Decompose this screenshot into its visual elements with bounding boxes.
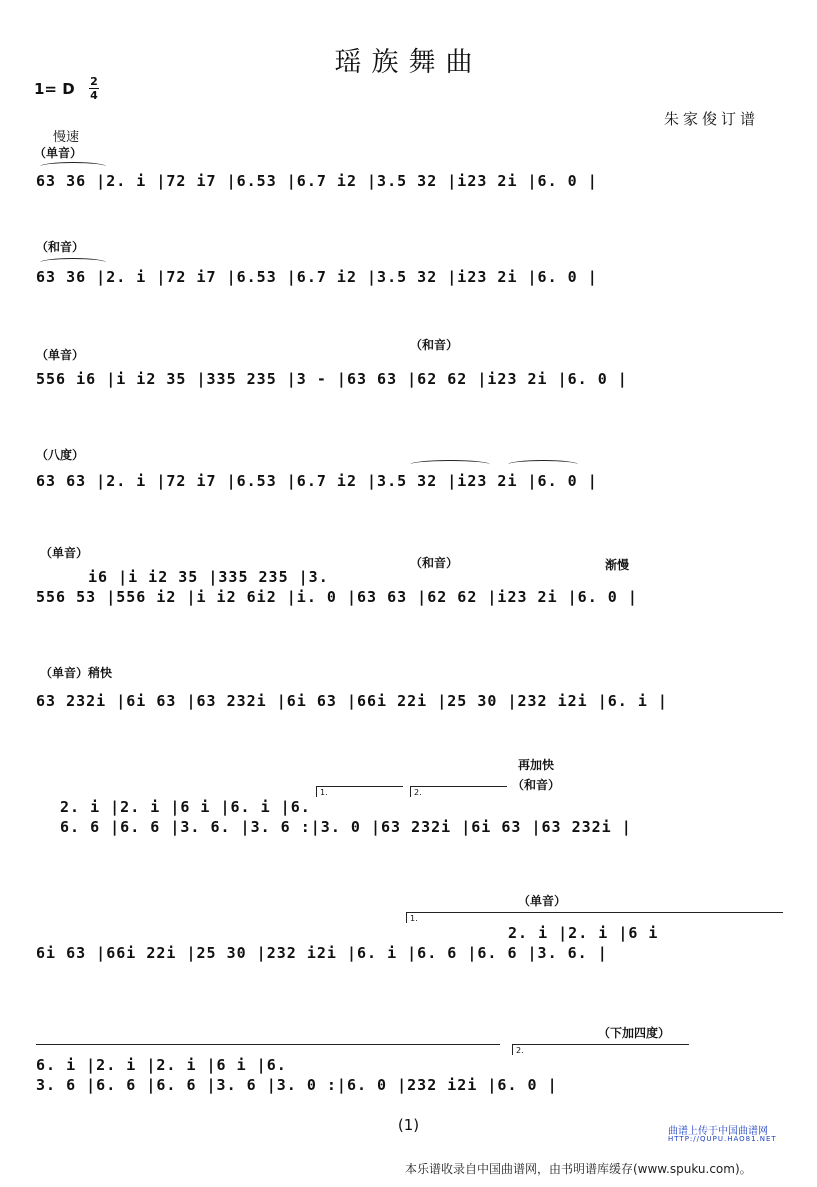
row-label: （和音） [410, 338, 459, 352]
second-ending-label: 2. [516, 1046, 524, 1055]
arranger-credit: 朱家俊订谱 [664, 110, 760, 128]
tempo-change: 再加快 [518, 758, 555, 772]
notation-line: 63 63 |2. i |72 i7 |6.53 |6.7 i2 |3.5 32 |i23 2i |6. 0 | [36, 472, 598, 490]
notation-line: 3. 6 |6. 6 |6. 6 |3. 6 |3. 0 :|6. 0 |232 i2i |6. 0 | [36, 1076, 558, 1094]
footer-note: 本乐谱收录自中国曲谱网，由书明谱库缓存(www.spuku.com)。 [405, 1162, 752, 1176]
row-label: （八度） [36, 448, 85, 462]
row-label: （下加四度） [598, 1026, 671, 1040]
upper-voice-line: 2. i |2. i |6 i [508, 924, 659, 942]
notation-line: 6i 63 |66i 22i |25 30 |232 i2i |6. i |6. 6 |6. 6 |3. 6. | [36, 944, 608, 962]
row-label: （单音） [518, 894, 567, 908]
row-label: （和音） [512, 778, 561, 792]
second-ending-bracket [410, 786, 507, 797]
second-ending-bracket [512, 1044, 689, 1055]
row-label: （和音） [410, 556, 459, 570]
first-ending-label: 1. [410, 914, 418, 923]
watermark-url: HTTP://QUPU.HAO81.NET [668, 1135, 777, 1143]
first-ending-label: 1. [320, 788, 328, 797]
notation-line: 556 53 |556 i2 |i i2 6i2 |i. 0 |63 63 |62 62 |i23 2i |6. 0 | [36, 588, 638, 606]
row-label: （单音） [36, 348, 85, 362]
time-signature-bottom: 4 [90, 89, 98, 102]
time-signature-top: 2 [90, 75, 98, 88]
watermark-text: 曲谱上传于中国曲谱网 [668, 1126, 768, 1137]
row-label: （和音） [36, 240, 85, 254]
tempo-marking: 慢速 [53, 130, 80, 145]
row-label: （单音） [34, 146, 83, 160]
first-ending-continuation [36, 1044, 500, 1055]
first-ending-bracket [406, 912, 783, 923]
time-signature [89, 76, 99, 101]
upper-voice-line: i6 |i i2 35 |335 235 |3. [88, 568, 329, 586]
notation-line: 556 i6 |i i2 35 |335 235 |3 - |63 63 |62 62 |i23 2i |6. 0 | [36, 370, 628, 388]
key-signature: 1= D [34, 80, 75, 98]
first-ending-bracket [316, 786, 403, 797]
second-ending-label: 2. [414, 788, 422, 797]
row-label: （单音）稍快 [40, 666, 113, 680]
notation-line: 63 232i |6i 63 |63 232i |6i 63 |66i 22i |25 30 |232 i2i |6. i | [36, 692, 668, 710]
notation-line: 6. 6 |6. 6 |3. 6. |3. 6 :|3. 0 |63 232i |6i 63 |63 232i | [60, 818, 632, 836]
notation-line: 63 36 |2. i |72 i7 |6.53 |6.7 i2 |3.5 32 |i23 2i |6. 0 | [36, 172, 598, 190]
page-title: 瑶族舞曲 [334, 47, 483, 78]
row-label: （单音） [40, 546, 89, 560]
upper-voice-line: 2. i |2. i |6 i |6. i |6. [60, 798, 311, 816]
tempo-change: 渐慢 [605, 558, 630, 572]
page-number: (1) [397, 1116, 420, 1134]
upper-voice-line: 6. i |2. i |2. i |6 i |6. [36, 1056, 287, 1074]
notation-line: 63 36 |2. i |72 i7 |6.53 |6.7 i2 |3.5 32 |i23 2i |6. 0 | [36, 268, 598, 286]
